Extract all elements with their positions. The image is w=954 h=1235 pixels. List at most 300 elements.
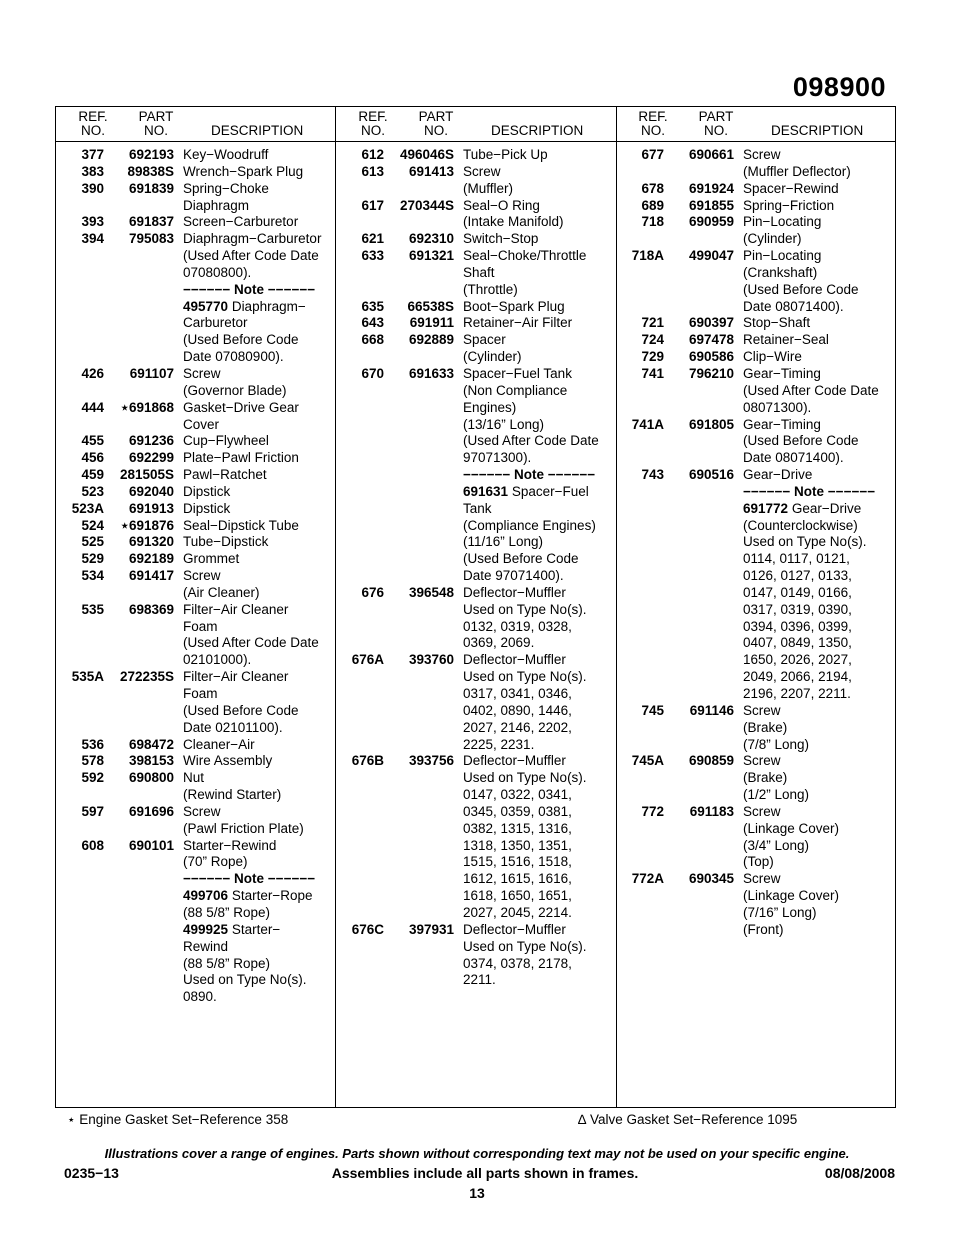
description-line: 07080800). <box>183 264 252 280</box>
part-row <box>619 315 895 332</box>
description-line: (Used Before Code <box>463 551 579 567</box>
ref-no-header: REF. NO. <box>358 109 388 138</box>
part-description <box>743 467 895 703</box>
part-row <box>339 652 613 753</box>
part-description <box>183 433 333 450</box>
part-row <box>59 400 333 434</box>
part-number: 691805 <box>688 416 734 432</box>
gasket-set-legend: ⋆ Engine Gasket Set−Reference 358 <box>67 1112 289 1127</box>
description-line: −−−−−− Note −−−−−− <box>463 467 596 483</box>
part-row <box>339 315 613 332</box>
ref-number: 676 <box>361 584 384 600</box>
part-description <box>183 484 333 501</box>
part-number: 691837 <box>128 214 174 230</box>
part-row <box>619 871 895 938</box>
description-line: (Linkage Cover) <box>743 888 840 904</box>
ref-number: 578 <box>81 753 104 769</box>
description-line: 97071300). <box>463 450 532 466</box>
ref-number: 390 <box>81 180 104 196</box>
column-header <box>619 107 895 141</box>
description-line: 499706 Starter−Rope <box>183 888 313 904</box>
description-line: Used on Type No(s). <box>183 972 307 988</box>
part-description <box>743 147 895 181</box>
description-line: Plate−Pawl Friction <box>183 450 299 466</box>
description-line: Spacer−Fuel Tank <box>463 365 572 381</box>
description-line: Gear−Timing <box>743 365 821 381</box>
description-line: Cup−Flywheel <box>183 433 269 449</box>
part-row <box>339 922 613 989</box>
ref-number: 670 <box>361 365 384 381</box>
part-description <box>463 198 613 232</box>
part-description <box>463 753 613 921</box>
description-line: Starter−Rewind <box>183 837 277 853</box>
ref-number: 612 <box>361 147 384 162</box>
description-line: 0126, 0127, 0133, <box>743 568 852 584</box>
description-line: Shaft <box>463 264 495 280</box>
description-line: Used on Type No(s). <box>463 938 587 954</box>
description-line: Screw <box>183 803 221 819</box>
part-row <box>619 332 895 349</box>
part-row <box>59 501 333 518</box>
description-line: (1/2” Long) <box>743 787 810 803</box>
part-number: 690661 <box>688 147 734 162</box>
description-line: (Linkage Cover) <box>743 820 840 836</box>
description-line: Date 02101100). <box>183 719 283 735</box>
part-number: 698369 <box>128 601 174 617</box>
description-line: 0147, 0322, 0341, <box>463 787 572 803</box>
description-line: −−−−−− Note −−−−−− <box>183 871 316 887</box>
part-description <box>463 231 613 248</box>
description-line: Stop−Shaft <box>743 315 811 331</box>
description-line: Cover <box>183 416 220 432</box>
description-line: Retainer−Air Filter <box>463 315 573 331</box>
description-line: Date 08071400). <box>743 298 844 314</box>
description-line: Pin−Locating <box>743 214 822 230</box>
ref-number: 621 <box>361 231 384 247</box>
description-line: Deflector−Muffler <box>463 921 566 937</box>
description-line: Diaphragm−Carburetor <box>183 231 322 247</box>
part-description <box>183 366 333 400</box>
description-line: Used on Type No(s). <box>463 669 587 685</box>
ref-number: 393 <box>81 214 104 230</box>
ref-number: 459 <box>81 467 104 483</box>
footer-date: 08/08/2008 <box>824 1165 895 1181</box>
part-description <box>183 838 333 1006</box>
description-line: 0369, 2069. <box>463 635 535 651</box>
part-description <box>743 366 895 417</box>
description-line: 0147, 0149, 0166, <box>743 584 852 600</box>
part-description <box>463 652 613 753</box>
part-row <box>59 534 333 551</box>
part-row <box>619 753 895 804</box>
part-row <box>59 568 333 602</box>
part-row <box>59 551 333 568</box>
part-row <box>339 198 613 232</box>
part-row <box>59 164 333 181</box>
description-line: Screw <box>743 803 781 819</box>
description-line: Spring−Choke <box>183 180 269 196</box>
part-number: 698472 <box>128 736 174 752</box>
description-line: Seal−Choke/Throttle <box>463 248 587 264</box>
part-row <box>619 349 895 366</box>
ref-number: 677 <box>641 147 664 162</box>
part-number: 398153 <box>128 753 174 769</box>
description-line: (7/16” Long) <box>743 904 817 920</box>
description-line: 1318, 1350, 1351, <box>463 837 572 853</box>
part-number: 691413 <box>408 163 454 179</box>
ref-number: 523 <box>81 483 104 499</box>
part-row <box>59 366 333 400</box>
ref-number: 456 <box>81 450 104 466</box>
part-description <box>183 737 333 754</box>
description-line: Screw <box>743 702 781 718</box>
rows-container <box>339 147 613 989</box>
part-number: 690859 <box>688 753 734 769</box>
description-line: 0394, 0396, 0399, <box>743 618 852 634</box>
part-row <box>619 467 895 703</box>
ref-number: 676B <box>351 753 384 769</box>
part-row <box>59 214 333 231</box>
part-description <box>743 198 895 215</box>
description-line: Screw <box>743 871 781 887</box>
ref-number: 455 <box>81 433 104 449</box>
description-line: Retainer−Seal <box>743 332 829 348</box>
ref-no-header: REF. NO. <box>78 109 108 138</box>
part-row <box>339 366 613 585</box>
part-row <box>339 332 613 366</box>
part-number: 691839 <box>128 180 174 196</box>
part-description <box>743 703 895 754</box>
ref-number: 721 <box>641 315 664 331</box>
part-number: 89838S <box>127 163 174 179</box>
description-line: Boot−Spark Plug <box>463 298 565 314</box>
description-line: Switch−Stop <box>463 231 539 247</box>
part-description <box>463 366 613 585</box>
description-line: (Used Before Code <box>183 702 299 718</box>
document-number: 098900 <box>792 72 886 102</box>
description-line: (7/8” Long) <box>743 736 810 752</box>
part-description <box>463 585 613 652</box>
description-line: Gear−Timing <box>743 416 821 432</box>
rows-container <box>619 147 895 939</box>
description-line: 499925 Starter− <box>183 921 281 937</box>
description-line: (Used Before Code <box>183 332 299 348</box>
description-line: (Top) <box>743 854 774 870</box>
description-header: DESCRIPTION <box>771 123 864 138</box>
part-description <box>743 315 895 332</box>
part-description <box>183 164 333 181</box>
part-description <box>183 467 333 484</box>
column-divider <box>616 107 617 1107</box>
ref-no-header: REF. NO. <box>638 109 668 138</box>
part-row <box>59 602 333 669</box>
part-number: 691107 <box>129 365 174 381</box>
description-line: 0382, 1315, 1316, <box>463 820 572 836</box>
description-line: Carburetor <box>183 315 248 331</box>
part-row <box>59 484 333 501</box>
description-line: 1650, 2026, 2027, <box>743 652 852 668</box>
description-line: (Cylinder) <box>743 231 802 247</box>
part-row <box>619 248 895 315</box>
ref-number: 617 <box>361 197 384 213</box>
part-description <box>743 349 895 366</box>
parts-column-2 <box>339 107 613 1107</box>
description-line: 1515, 1516, 1518, <box>463 854 572 870</box>
part-number: 690800 <box>128 770 174 786</box>
ref-number: 534 <box>81 568 104 584</box>
description-line: Screw <box>183 568 221 584</box>
description-line: Used on Type No(s). <box>463 770 587 786</box>
part-description <box>183 147 333 164</box>
description-line: (Muffler) <box>463 180 514 196</box>
part-number: 691696 <box>128 803 174 819</box>
description-line: Nut <box>183 770 205 786</box>
description-line: Deflector−Muffler <box>463 584 566 600</box>
part-description <box>743 332 895 349</box>
description-line: (88 5/8” Rope) <box>183 904 271 920</box>
description-line: Diaphragm <box>183 197 250 213</box>
description-line: Spring−Friction <box>743 197 835 213</box>
part-description <box>183 753 333 770</box>
part-description <box>183 450 333 467</box>
part-description <box>183 804 333 838</box>
part-row <box>59 838 333 1006</box>
description-line: Screen−Carburetor <box>183 214 299 230</box>
description-line: (Used After Code Date <box>183 248 319 264</box>
ref-number: 608 <box>81 837 104 853</box>
part-description <box>743 417 895 468</box>
part-row <box>59 770 333 804</box>
part-number: 692040 <box>128 483 174 499</box>
description-line: 0407, 0849, 1350, <box>743 635 852 651</box>
part-description <box>463 147 613 164</box>
description-line: 691631 Spacer−Fuel <box>463 483 589 499</box>
description-line: Grommet <box>183 551 240 567</box>
part-description <box>463 299 613 316</box>
part-description <box>183 181 333 215</box>
part-row <box>59 147 333 164</box>
description-line: Gear−Drive <box>743 467 813 483</box>
parts-table <box>55 106 896 1108</box>
description-line: 2196, 2207, 2211. <box>743 686 851 701</box>
part-number: 690516 <box>688 467 734 483</box>
ref-number: 529 <box>81 551 104 567</box>
part-number: 691183 <box>689 803 734 819</box>
description-line: Gasket−Drive Gear <box>183 399 299 415</box>
part-number: 691855 <box>688 197 734 213</box>
part-no-header: PART NO. <box>698 109 734 138</box>
description-line: Spacer−Rewind <box>743 180 839 196</box>
column-divider <box>335 107 336 1107</box>
ref-number: 394 <box>81 231 104 247</box>
part-row <box>59 181 333 215</box>
description-line: Screw <box>183 365 221 381</box>
description-line: 2049, 2066, 2194, <box>743 669 852 685</box>
part-number: 697478 <box>688 332 734 348</box>
description-line: Spacer <box>463 332 506 348</box>
description-line: 0114, 0117, 0121, <box>743 551 850 567</box>
part-number: 795083 <box>128 231 174 247</box>
part-number: 692310 <box>408 231 454 247</box>
part-number: 691236 <box>128 433 174 449</box>
description-line: Clip−Wire <box>743 349 802 365</box>
description-line: 08071300). <box>743 399 812 415</box>
column-header <box>59 107 333 141</box>
part-description <box>183 770 333 804</box>
part-row <box>619 147 895 181</box>
part-number: 66538S <box>407 298 454 314</box>
description-line: (11/16” Long) <box>463 534 544 550</box>
part-number: 281505S <box>119 467 174 483</box>
description-line: (13/16” Long) <box>463 416 545 432</box>
ref-number: 678 <box>641 180 664 196</box>
ref-number: 535 <box>81 601 104 617</box>
ref-number: 635 <box>361 298 384 314</box>
part-description <box>183 214 333 231</box>
description-line: Dipstick <box>183 483 231 499</box>
ref-number: 689 <box>641 197 664 213</box>
part-description <box>183 602 333 669</box>
part-no-header: PART NO. <box>418 109 454 138</box>
description-line: (Used After Code Date <box>183 635 319 651</box>
description-line: Pin−Locating <box>743 248 822 264</box>
part-number: 692193 <box>128 147 174 162</box>
description-line: (Brake) <box>743 719 788 735</box>
part-description <box>463 248 613 299</box>
ref-number: 377 <box>81 147 104 162</box>
ref-number: 523A <box>71 500 104 516</box>
description-line: 02101000). <box>183 652 252 668</box>
part-description <box>743 181 895 198</box>
part-description <box>743 248 895 315</box>
part-number: ⋆691868 <box>120 399 174 415</box>
description-line: 0317, 0319, 0390, <box>743 601 852 617</box>
part-description <box>183 669 333 736</box>
part-number: 496046S <box>399 147 454 162</box>
ref-number: 745 <box>641 702 664 718</box>
part-description <box>743 214 895 248</box>
illustration-disclaimer: Illustrations cover a range of engines. Parts shown without corresponding text may not be used on your specific engine. <box>104 1146 850 1161</box>
description-line: Seal−Dipstick Tube <box>183 517 299 533</box>
part-number: 691146 <box>689 702 734 718</box>
part-row <box>619 181 895 198</box>
parts-column-1 <box>59 107 333 1107</box>
parts-column-3 <box>619 107 895 1107</box>
part-number: 796210 <box>688 365 734 381</box>
part-number: 691417 <box>128 568 174 584</box>
ref-number: 592 <box>81 770 104 786</box>
description-line: (Throttle) <box>463 281 518 297</box>
part-row <box>339 231 613 248</box>
description-line: (Air Cleaner) <box>183 584 260 600</box>
footer-assemblies-note: Assemblies include all parts shown in frames. <box>331 1165 639 1181</box>
description-line: Used on Type No(s). <box>463 601 587 617</box>
ref-number: 745A <box>631 753 664 769</box>
description-line: Used on Type No(s). <box>743 534 867 550</box>
part-description <box>183 501 333 518</box>
part-row <box>339 248 613 299</box>
part-description <box>183 551 333 568</box>
valve-gasket-legend: ∆ Valve Gasket Set−Reference 1095 <box>578 1112 798 1127</box>
description-line: −−−−−− Note −−−−−− <box>183 281 316 297</box>
ref-number: 524 <box>81 517 104 533</box>
description-line: (Used Before Code <box>743 433 859 449</box>
part-number: 690959 <box>688 214 734 230</box>
ref-number: 772 <box>641 803 664 819</box>
description-line: Deflector−Muffler <box>463 652 566 668</box>
part-row <box>59 753 333 770</box>
description-line: 0132, 0319, 0328, <box>463 618 572 634</box>
description-line: Wrench−Spark Plug <box>183 163 304 179</box>
part-number: 691633 <box>408 365 454 381</box>
description-line: Tube−Pick Up <box>463 147 548 162</box>
description-line: Pawl−Ratchet <box>183 467 267 483</box>
description-line: Seal−O Ring <box>463 197 540 213</box>
part-number: 272235S <box>119 669 174 685</box>
part-row <box>619 804 895 871</box>
description-line: Wire Assembly <box>183 753 273 769</box>
description-line: Screw <box>743 753 781 769</box>
part-row <box>339 147 613 164</box>
description-line: Date 08071400). <box>743 450 844 466</box>
ref-number: 718 <box>641 214 664 230</box>
part-number: 692189 <box>128 551 174 567</box>
part-description <box>183 568 333 602</box>
description-header: DESCRIPTION <box>211 123 304 138</box>
part-description <box>183 231 333 366</box>
part-description <box>183 518 333 535</box>
part-row <box>619 703 895 754</box>
description-line: Dipstick <box>183 500 231 516</box>
description-line: 2225, 2231. <box>463 736 535 752</box>
description-line: (Muffler Deflector) <box>743 163 851 179</box>
part-row <box>59 450 333 467</box>
description-line: 0317, 0341, 0346, <box>463 686 572 701</box>
description-line: 2027, 2146, 2202, <box>463 719 572 735</box>
description-line: 1612, 1615, 1616, <box>463 871 572 887</box>
ref-number: 741A <box>631 416 664 432</box>
ref-number: 383 <box>81 163 104 179</box>
part-row <box>619 366 895 417</box>
description-line: Foam <box>183 686 218 701</box>
description-line: Tank <box>463 500 492 516</box>
part-description <box>183 400 333 434</box>
description-line: Foam <box>183 618 218 634</box>
part-number: 692889 <box>408 332 454 348</box>
part-number: ⋆691876 <box>120 517 174 533</box>
description-line: Filter−Air Cleaner <box>183 669 289 685</box>
description-line: Cleaner−Air <box>183 736 255 752</box>
part-no-header: PART NO. <box>138 109 174 138</box>
footer-code: 0235−13 <box>64 1165 119 1181</box>
description-line: (Intake Manifold) <box>463 214 564 230</box>
description-line: (Brake) <box>743 770 788 786</box>
description-line: (Crankshaft) <box>743 264 818 280</box>
description-line: (Used After Code Date <box>743 382 879 398</box>
description-line: (Used Before Code <box>743 281 859 297</box>
description-line: (Pawl Friction Plate) <box>183 820 304 836</box>
ref-number: 772A <box>631 871 664 887</box>
column-header <box>339 107 613 141</box>
rows-container <box>59 147 333 1006</box>
description-line: (Front) <box>743 921 784 937</box>
part-number: 393760 <box>408 652 454 668</box>
part-number: 393756 <box>408 753 454 769</box>
part-description <box>463 164 613 198</box>
description-line: 0890. <box>183 989 217 1005</box>
ref-number: 444 <box>81 399 104 415</box>
part-row <box>59 518 333 535</box>
